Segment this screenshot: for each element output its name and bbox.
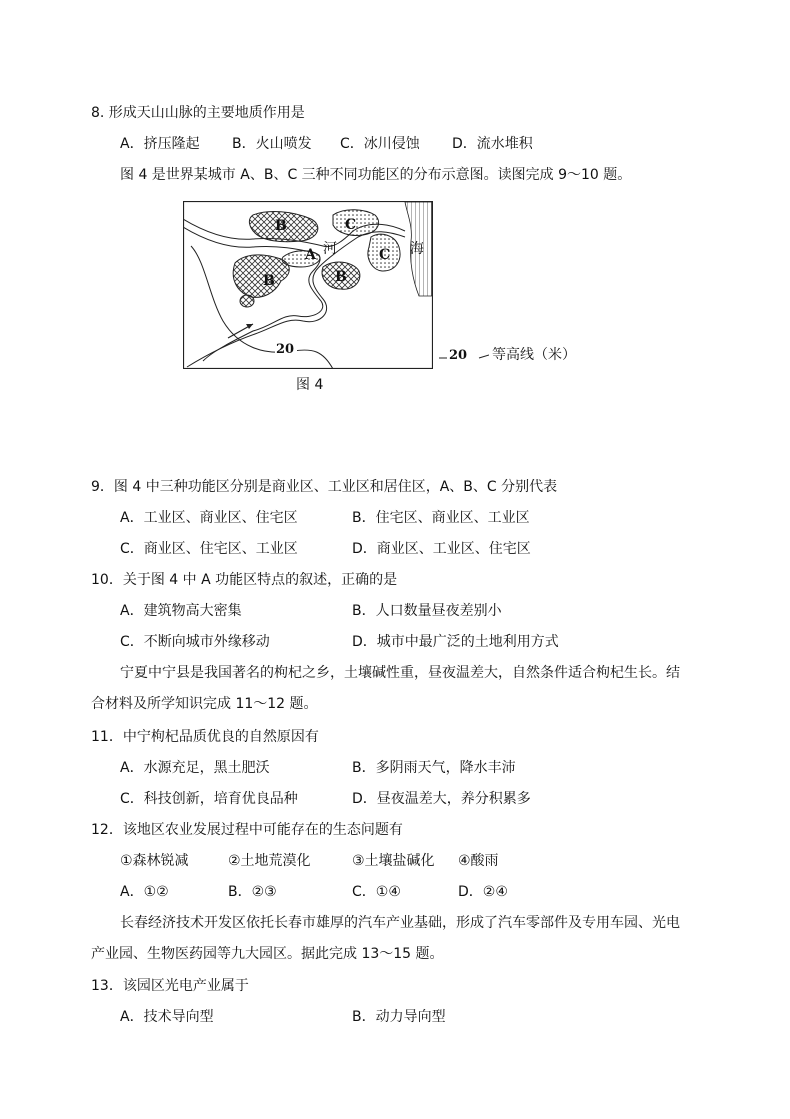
figure-caption: 图 4 [296, 377, 324, 393]
q8-option-a: A．挤压隆起 [120, 136, 200, 152]
intro-13-15-line2: 产业园、生物医药园等九大园区。据此完成 13～15 题。 [91, 946, 444, 962]
intro-11-12-line1: 宁夏中宁县是我国著名的枸杞之乡，土壤碱性重，昼夜温差大，自然条件适合枸杞生长。结 [120, 665, 680, 681]
label-b-west: B [263, 273, 275, 289]
q8-stem: 8. 形成天山山脉的主要地质作用是 [91, 105, 305, 121]
q13-option-b: B．动力导向型 [352, 1009, 446, 1025]
q8-option-c: C．冰川侵蚀 [340, 136, 420, 152]
q8-option-b: B．火山喷发 [232, 136, 312, 152]
intro-13-15-line1: 长春经济技术开发区依托长春市雄厚的汽车产业基础，形成了汽车零部件及专用车园、光电 [120, 915, 680, 931]
q13-stem: 13．该园区光电产业属于 [91, 978, 249, 994]
q12-option-a: A．①② [120, 884, 169, 900]
label-b-north: B [275, 218, 287, 234]
q8-option-d: D．流水堆积 [452, 136, 533, 152]
label-a: A [305, 247, 316, 263]
q10-option-b: B．人口数量昼夜差别小 [352, 603, 502, 619]
q12-item-2: ②土地荒漠化 [228, 853, 311, 869]
q11-option-a: A．水源充足，黑土肥沃 [120, 760, 270, 776]
label-river: 河 [323, 241, 337, 257]
q10-stem: 10．关于图 4 中 A 功能区特点的叙述，正确的是 [91, 572, 398, 588]
q12-option-b: B．②③ [228, 884, 277, 900]
q12-stem: 12．该地区农业发展过程中可能存在的生态问题有 [91, 822, 403, 838]
label-sea: 海 [410, 241, 424, 257]
legend-value: 20 [449, 348, 468, 363]
q11-option-c: C．科技创新，培育优良品种 [120, 791, 298, 807]
q9-option-c: C．商业区、住宅区、工业区 [120, 541, 298, 557]
q10-option-a: A．建筑物高大密集 [120, 603, 242, 619]
label-c-east: C [379, 247, 391, 263]
q12-item-4: ④酸雨 [458, 853, 499, 869]
city-function-map [183, 201, 433, 369]
q13-option-a: A．技术导向型 [120, 1009, 214, 1025]
label-b-east: B [335, 269, 347, 285]
legend-text: 等高线（米） [492, 347, 576, 363]
q11-option-d: D．昼夜温差大，养分积累多 [352, 791, 531, 807]
q12-option-d: D．②④ [458, 884, 508, 900]
intro-11-12-line2: 合材料及所学知识完成 11～12 题。 [91, 696, 318, 712]
q9-stem: 9．图 4 中三种功能区分别是商业区、工业区和居住区，A、B、C 分别代表 [91, 479, 558, 495]
intro-9-10: 图 4 是世界某城市 A、B、C 三种不同功能区的分布示意图。读图完成 9～10 题。 [120, 167, 632, 183]
q9-option-a: A．工业区、商业区、住宅区 [120, 510, 298, 526]
q9-option-b: B．住宅区、商业区、工业区 [352, 510, 530, 526]
zone-b-small [240, 295, 254, 307]
label-contour: 20 [276, 342, 295, 357]
q9-option-d: D．商业区、工业区、住宅区 [352, 541, 531, 557]
q12-item-3: ③土壤盐碱化 [352, 853, 435, 869]
q12-item-1: ①森林锐减 [120, 853, 189, 869]
q12-option-c: C．①④ [352, 884, 401, 900]
label-c-north: C [345, 217, 357, 233]
q11-stem: 11．中宁枸杞品质优良的自然原因有 [91, 729, 319, 745]
q11-option-b: B．多阴雨天气，降水丰沛 [352, 760, 516, 776]
q10-option-d: D．城市中最广泛的土地利用方式 [352, 634, 559, 650]
q10-option-c: C．不断向城市外缘移动 [120, 634, 270, 650]
